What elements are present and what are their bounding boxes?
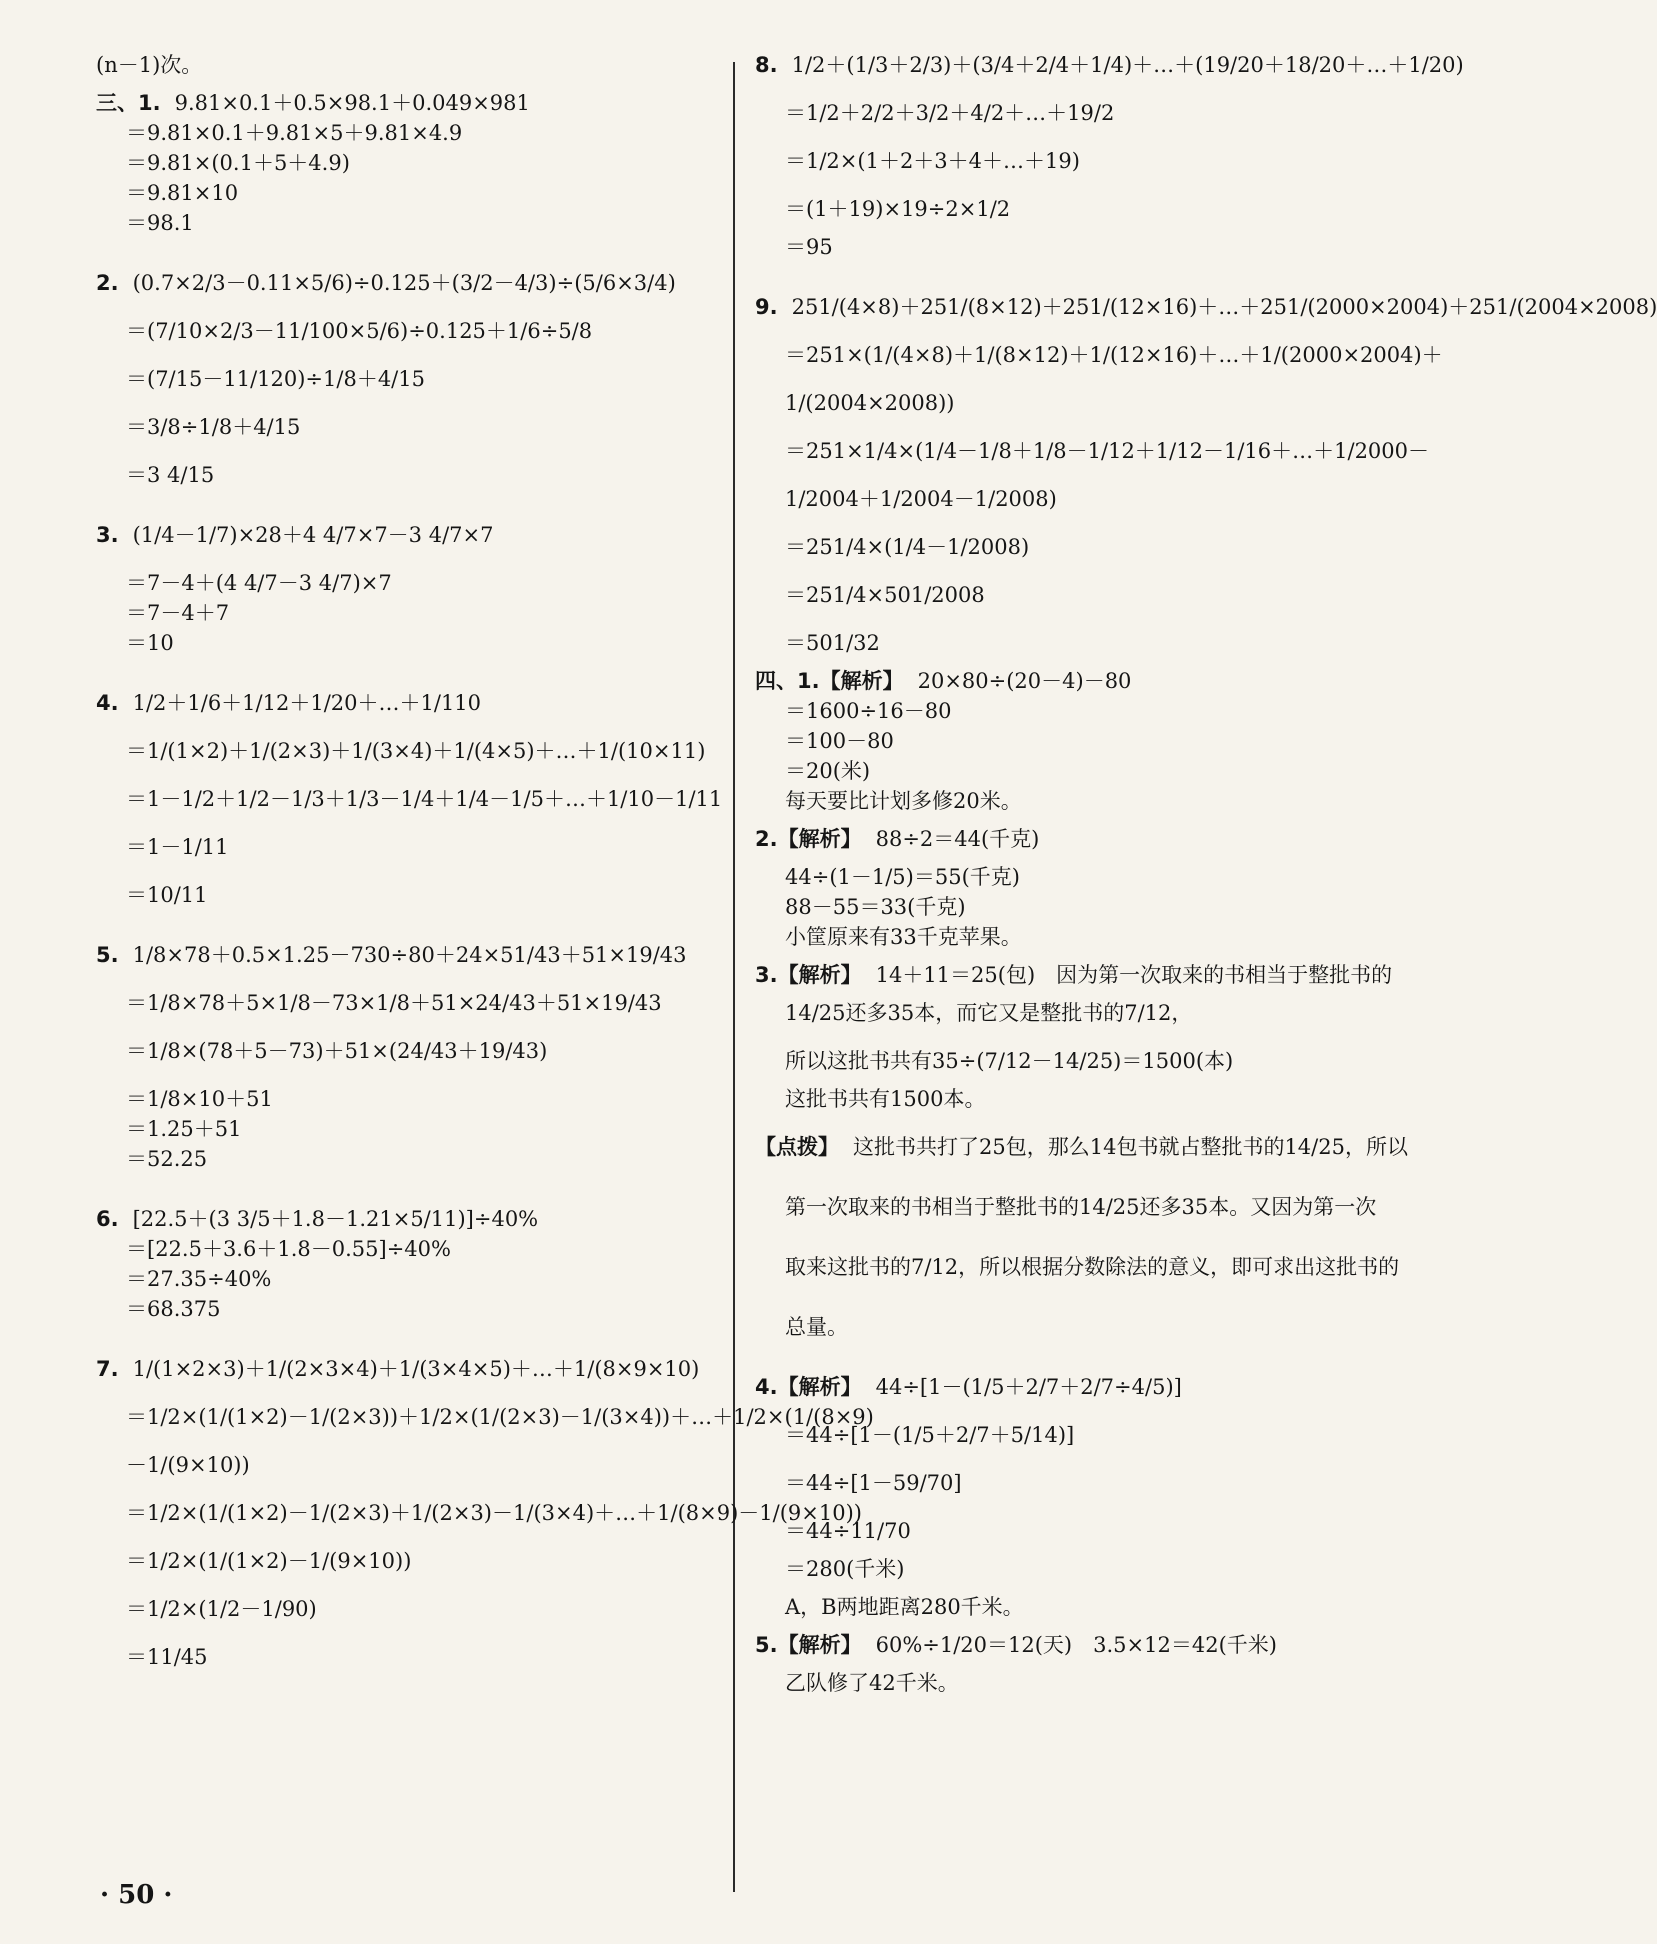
right-line [755,340,1443,370]
expression-text: 44÷(1－1/5)＝55(千克) [785,865,1020,889]
left-line [96,1354,721,1384]
line-gap [96,1066,721,1084]
expression-text: ＝1/2＋2/2＋3/2＋4/2＋…＋19/2 [785,101,1115,125]
line-gap [755,990,1385,998]
expression-text: ＝44÷[1－(1/5＋2/7＋5/14)] [785,1423,1075,1447]
expression-text: A，B两地距离280千米。 [785,1595,1024,1619]
expression-text: ＝52.25 [126,1147,208,1171]
left-line [96,1264,721,1294]
expression-text: 这批书共有1500本。 [785,1087,986,1111]
line-gap [755,610,1385,628]
problem-number: 【点拨】 [755,1135,839,1159]
line-gap [96,1576,721,1594]
right-line [755,532,1385,562]
right-line [755,786,1385,816]
expression-text: ＝27.35÷40% [126,1267,272,1291]
expression-text: 每天要比计划多修20米。 [785,789,1022,813]
right-line [755,628,1385,658]
expression-text: ＝1/8×78＋5×1/8－73×1/8＋51×24/43＋51×19/43 [126,991,662,1015]
expression-text: ＝68.375 [126,1297,221,1321]
line-gap [755,1162,1385,1192]
expression-text: 14＋11＝25(包) 因为第一次取来的书相当于整批书的 [875,963,1393,987]
right-line [755,1468,1385,1498]
expression-text: 这批书共打了25包，那么14包书就占整批书的14/25，所以 [853,1135,1408,1159]
right-line [755,862,1385,892]
line-gap [755,262,1385,292]
expression-text: ＝1－1/2＋1/2－1/3＋1/3－1/4＋1/4－1/5＋…＋1/10－1/11 [126,787,723,811]
right-line [755,194,1385,224]
expression-text: 88÷2＝44(千克) [875,827,1040,851]
right-line [755,580,1385,610]
right-line [755,292,1657,322]
expression-text: ＝280(千米) [785,1557,905,1581]
left-line [96,1594,721,1624]
left-line [96,628,721,658]
right-line [755,50,1464,80]
line-gap [96,1018,721,1036]
expression-text: ＝(7/15－11/120)÷1/8＋4/15 [126,367,425,391]
expression-text: 所以这批书共有35÷(7/12－14/25)＝1500(本) [785,1049,1234,1073]
line-gap [755,562,1385,580]
expression-text: 88－55＝33(千克) [785,895,966,919]
line-gap [96,1528,721,1546]
right-line [755,388,1385,418]
expression-text: 第一次取来的书相当于整批书的14/25还多35本。又因为第一次 [785,1195,1377,1219]
right-line [755,1046,1385,1076]
line-gap [755,1660,1385,1668]
line-gap [755,816,1385,824]
expression-text: ＝9.81×10 [126,181,239,205]
right-line [755,892,1385,922]
line-gap [96,1432,721,1450]
expression-text: 1/(2004×2008)) [785,391,955,415]
expression-text: ＝1600÷16－80 [785,699,952,723]
right-line [755,484,1385,514]
left-line [96,520,721,550]
left-line [96,1402,874,1432]
expression-text: 乙队修了42千米。 [785,1671,959,1695]
right-line [755,436,1430,466]
line-gap [755,176,1385,194]
left-line [96,1234,721,1264]
line-gap [755,1450,1385,1468]
expression-text: ＝100－80 [785,729,894,753]
line-gap [96,1384,721,1402]
left-line [96,1450,721,1480]
line-gap [96,766,721,784]
left-line [96,316,721,346]
right-line [755,998,1385,1028]
line-gap [755,514,1385,532]
line-gap [96,910,721,940]
line-gap [96,346,721,364]
expression-text: (1/4－1/7)×28＋4 4/7×7－3 4/7×7 [132,523,494,547]
expression-text: ＝(7/10×2/3－11/100×5/6)÷0.125＋1/6÷5/8 [126,319,593,343]
right-line [755,1516,1385,1546]
expression-text: ＝1/2×(1/(1×2)－1/(9×10)) [126,1549,412,1573]
line-gap [755,658,1385,666]
expression-text: [22.5＋(3 3/5＋1.8－1.21×5/11)]÷40% [132,1207,539,1231]
line-gap [755,418,1385,436]
left-line [96,268,721,298]
left-line [96,208,721,238]
expression-text: ＝(1＋19)×19÷2×1/2 [785,197,1011,221]
line-gap [96,238,721,268]
line-gap [96,442,721,460]
line-gap [755,322,1385,340]
expression-text: ＝20(米) [785,759,871,783]
column-divider [733,62,735,1892]
right-line [755,232,1385,262]
right-line [755,1084,1385,1114]
expression-text: (0.7×2/3－0.11×5/6)÷0.125＋(3/2－4/3)÷(5/6×3/4) [132,271,676,295]
expression-text: 1/(1×2×3)＋1/(2×3×4)＋1/(3×4×5)＋…＋1/(8×9×10) [132,1357,700,1381]
line-gap [755,1622,1385,1630]
line-gap [96,1174,721,1204]
problem-number: 3.【解析】 [755,963,862,987]
problem-number: 4. [96,691,119,715]
problem-number: 4.【解析】 [755,1375,862,1399]
line-gap [755,1546,1385,1554]
right-line [755,696,1385,726]
right-line [755,1252,1400,1282]
line-gap [96,394,721,412]
problem-number: 三、1. [96,91,161,115]
problem-number: 2.【解析】 [755,827,862,851]
expression-text: ＝1/8×(78＋5－73)＋51×(24/43＋19/43) [126,1039,548,1063]
left-line [96,148,721,178]
right-line [755,1420,1385,1450]
line-gap [755,1028,1385,1046]
right-column [755,50,1657,1698]
expression-text: ＝[22.5＋3.6＋1.8－0.55]÷40% [126,1237,451,1261]
left-line [96,1144,721,1174]
right-line [755,960,1393,990]
expression-text: 1/2＋1/6＋1/12＋1/20＋…＋1/110 [132,691,482,715]
line-gap [96,862,721,880]
expression-text: ＝251/4×501/2008 [785,583,985,607]
left-line [96,118,721,148]
expression-text: －1/(9×10)) [126,1453,250,1477]
expression-text: 20×80÷(20－4)－80 [917,669,1132,693]
expression-text: 14/25还多35本，而它又是整批书的7/12， [785,1001,1193,1025]
expression-text: ＝9.81×0.1＋9.81×5＋9.81×4.9 [126,121,463,145]
expression-text: ＝11/45 [126,1645,208,1669]
line-gap [755,80,1385,98]
left-line [96,880,721,910]
expression-text: ＝1/2×(1/(1×2)－1/(2×3))＋1/2×(1/(2×3)－1/(3×4))＋…＋1/2×(1/(8×9) [126,1405,874,1429]
right-line [755,146,1385,176]
expression-text: ＝501/32 [785,631,880,655]
right-line [755,98,1385,128]
line-gap [755,128,1385,146]
left-line [96,1036,721,1066]
left-line [96,988,721,1018]
line-gap [755,224,1385,232]
left-line [96,88,721,118]
left-line [96,688,721,718]
right-line [755,1668,1385,1698]
line-gap [755,1114,1385,1132]
line-gap [96,1480,721,1498]
expression-text: ＝7－4＋7 [126,601,230,625]
right-line [755,1372,1385,1402]
left-line [96,1114,721,1144]
line-gap [755,1076,1385,1084]
right-line [755,1132,1408,1162]
line-gap [96,490,721,520]
expression-text: 251/(4×8)＋251/(8×12)＋251/(12×16)＋…＋251/(2000×2004)＋251/(2004×2008) [791,295,1657,319]
expression-text: ＝10/11 [126,883,208,907]
expression-text: 总量。 [785,1315,848,1339]
line-gap [755,854,1385,862]
expression-text: ＝9.81×(0.1＋5＋4.9) [126,151,350,175]
right-line [755,1312,1385,1342]
right-line [755,666,1385,696]
problem-number: 6. [96,1207,119,1231]
right-line [755,1192,1385,1222]
problem-number: 2. [96,271,119,295]
problem-number: 四、1.【解析】 [755,669,904,693]
right-line [755,1630,1385,1660]
expression-text: ＝44÷[1－59/70] [785,1471,962,1495]
expression-text: 60%÷1/20＝12(天) 3.5×12＝42(千米) [875,1633,1277,1657]
expression-text: ＝1－1/11 [126,835,229,859]
expression-text: ＝3 4/15 [126,463,215,487]
problem-number: 8. [755,53,778,77]
line-gap [755,370,1385,388]
line-gap [755,466,1385,484]
expression-text: ＝1/8×10＋51 [126,1087,273,1111]
expression-text: ＝7－4＋(4 4/7－3 4/7)×7 [126,571,392,595]
expression-text: ＝1/(1×2)＋1/(2×3)＋1/(3×4)＋1/(4×5)＋…＋1/(10×11) [126,739,706,763]
expression-text: 1/8×78＋0.5×1.25－730÷80＋24×51/43＋51×19/43 [132,943,687,967]
line-gap [96,550,721,568]
line-gap [96,1624,721,1642]
left-line [96,50,721,80]
expression-text: 44÷[1－(1/5＋2/7＋2/7÷4/5)] [875,1375,1182,1399]
line-gap [96,814,721,832]
problem-number: 5. [96,943,119,967]
page-number: · 50 · [100,1880,173,1910]
expression-text: ＝251×1/4×(1/4－1/8＋1/8－1/12＋1/12－1/16＋…＋1/2000－ [785,439,1430,463]
left-line [96,1294,721,1324]
right-line [755,726,1385,756]
line-gap [96,298,721,316]
line-gap [755,1282,1385,1312]
problem-number: 7. [96,1357,119,1381]
line-gap [96,1324,721,1354]
problem-number: 9. [755,295,778,319]
line-gap [755,1584,1385,1592]
left-line [96,1204,721,1234]
expression-text: 1/2004＋1/2004－1/2008) [785,487,1057,511]
expression-text: ＝1.25＋51 [126,1117,242,1141]
line-gap [755,952,1385,960]
left-line [96,832,721,862]
expression-text: ＝98.1 [126,211,194,235]
left-line [96,598,721,628]
left-line [96,1498,862,1528]
line-gap [755,1498,1385,1516]
left-line [96,178,721,208]
line-gap [755,1342,1385,1372]
expression-text: ＝1/2×(1＋2＋3＋4＋…＋19) [785,149,1080,173]
expression-text: (n－1)次。 [96,53,203,77]
left-line [96,1546,721,1576]
left-line [96,1084,721,1114]
right-line [755,1554,1385,1584]
problem-number: 3. [96,523,119,547]
problem-number: 5.【解析】 [755,1633,862,1657]
left-line [96,412,721,442]
line-gap [96,970,721,988]
left-line [96,784,721,814]
left-line [96,736,721,766]
left-line [96,364,721,394]
expression-text: 1/2＋(1/3＋2/3)＋(3/4＋2/4＋1/4)＋…＋(19/20＋18/20＋…＋1/20) [791,53,1464,77]
right-line [755,756,1385,786]
expression-text: 取来这批书的7/12，所以根据分数除法的意义，即可求出这批书的 [785,1255,1400,1279]
expression-text: ＝251×(1/(4×8)＋1/(8×12)＋1/(12×16)＋…＋1/(2000×2004)＋ [785,343,1443,367]
expression-text: ＝1/2×(1/(1×2)－1/(2×3)＋1/(2×3)－1/(3×4)＋…＋1/(8×9)－1/(9×10)) [126,1501,862,1525]
left-line [96,460,721,490]
line-gap [96,80,721,88]
expression-text: ＝95 [785,235,833,259]
expression-text: ＝1/2×(1/2－1/90) [126,1597,317,1621]
expression-text: ＝44÷11/70 [785,1519,911,1543]
line-gap [755,1222,1385,1252]
right-line [755,922,1385,952]
expression-text: ＝3/8÷1/8＋4/15 [126,415,301,439]
expression-text: ＝10 [126,631,174,655]
expression-text: 9.81×0.1＋0.5×98.1＋0.049×981 [174,91,530,115]
line-gap [96,658,721,688]
line-gap [755,1402,1385,1420]
left-line [96,1642,721,1672]
line-gap [96,718,721,736]
expression-text: 小筐原来有33千克苹果。 [785,925,1022,949]
right-line [755,824,1385,854]
right-line [755,1592,1385,1622]
left-line [96,568,721,598]
left-line [96,940,721,970]
expression-text: ＝251/4×(1/4－1/2008) [785,535,1030,559]
